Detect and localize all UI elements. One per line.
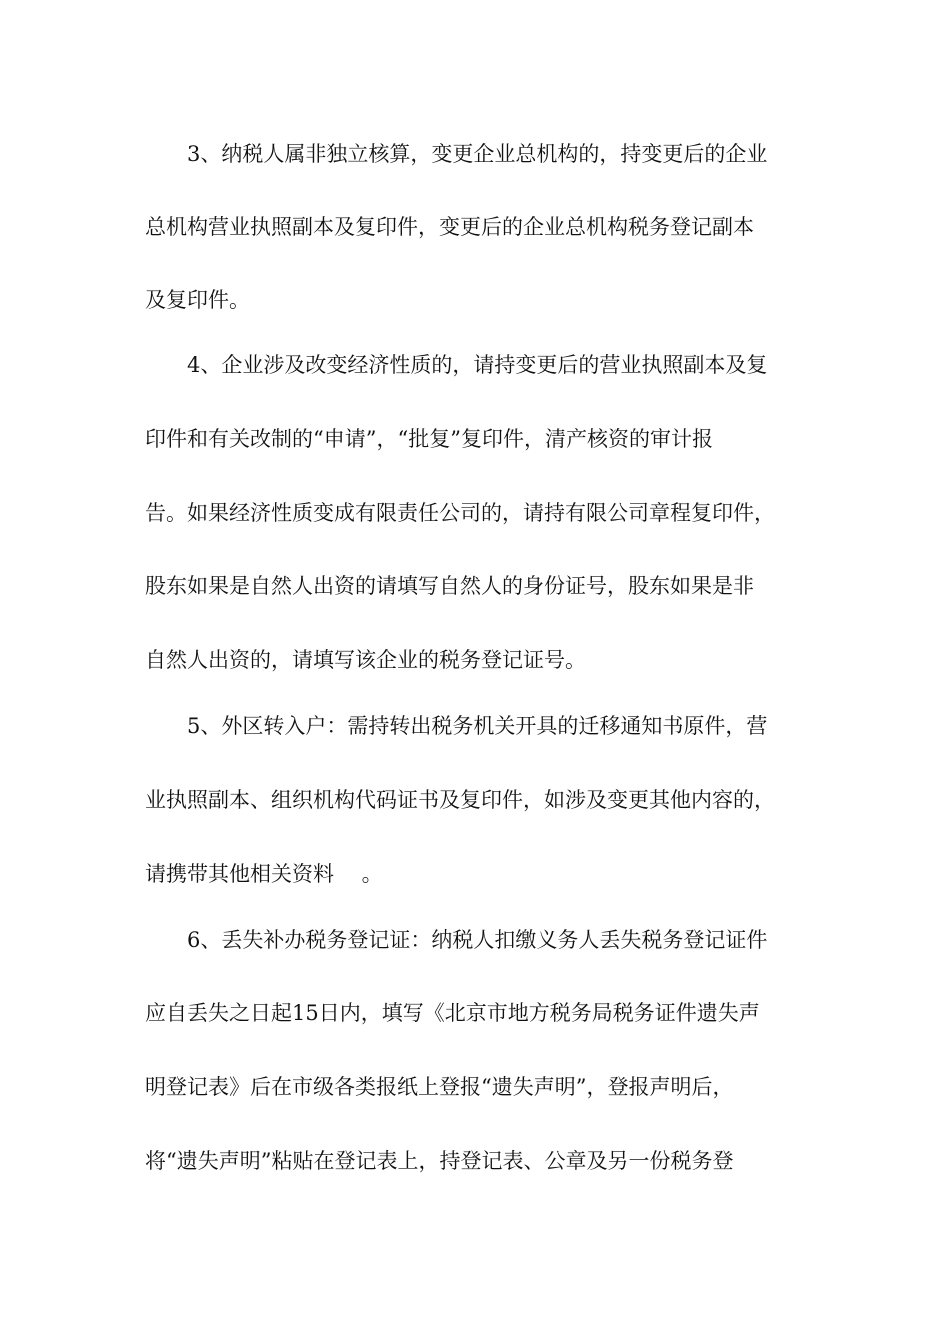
paragraph-6-line-4: 将“遗失声明”粘贴在登记表上，持登记表、公章及另一份税务登 [145,1149,734,1173]
paragraph-4-line-2: 印件和有关改制的“申请”，“批复”复印件，清产核资的审计报 [145,427,713,451]
paragraph-5-line-3: 请携带其他相关资料 。 [145,862,383,886]
paragraph-6-line-1: 6、丢失补办税务登记证：纳税人扣缴义务人丢失税务登记证件 [187,928,768,952]
paragraph-3-line-2: 总机构营业执照副本及复印件，变更后的企业总机构税务登记副本 [145,215,754,239]
paragraph-5-line-1: 5、外区转入户：需持转出税务机关开具的迁移通知书原件，营 [187,714,768,738]
paragraph-6-line-3: 明登记表》后在市级各类报纸上登报“遗失声明”，登报声明后， [145,1075,734,1099]
paragraph-6-line-2: 应自丢失之日起15日内，填写《北京市地方税务局税务证件遗失声 [145,1001,760,1025]
paragraph-4-line-3: 告。如果经济性质变成有限责任公司的，请持有限公司章程复印件， [145,501,775,525]
paragraph-4-line-1: 4、企业涉及改变经济性质的，请持变更后的营业执照副本及复 [187,353,768,377]
paragraph-3-line-1: 3、纳税人属非独立核算，变更企业总机构的，持变更后的企业 [187,142,768,166]
paragraph-4-line-5: 自然人出资的，请填写该企业的税务登记证号。 [145,648,586,672]
paragraph-3-line-3: 及复印件。 [145,288,250,312]
paragraph-4-line-4: 股东如果是自然人出资的请填写自然人的身份证号，股东如果是非 [145,574,754,598]
paragraph-5-line-2: 业执照副本、组织机构代码证书及复印件，如涉及变更其他内容的， [145,788,775,812]
